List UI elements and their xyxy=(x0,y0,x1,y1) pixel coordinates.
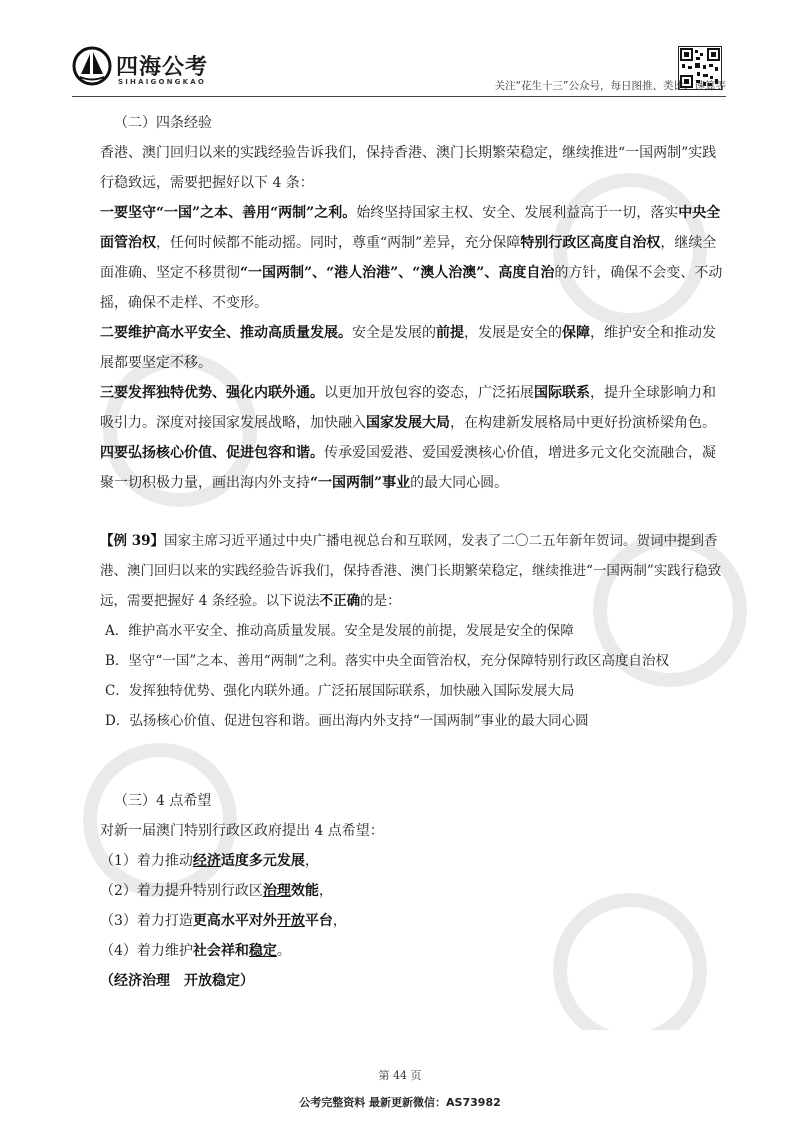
section-title-four-experiences: （二）四条经验 xyxy=(114,115,212,131)
experience-1-bold-2: 特别行政区高度自治权 xyxy=(520,235,661,251)
experience-1-text-3: ，继续全面准确、坚定不移贯彻 xyxy=(100,235,717,281)
hope-item-4 xyxy=(100,936,725,966)
hope-4-pre: （4）着力维护 xyxy=(100,943,193,959)
header-divider xyxy=(72,96,726,97)
experience-4-lead: 四要弘扬核心价值、促进包容和谐。 xyxy=(100,445,324,461)
footer-wechat-note: 公考完整资料 最新更新微信：AS73982 xyxy=(299,1096,501,1109)
hope-4-post: 。 xyxy=(276,943,291,959)
experience-2-bold-1: 前提 xyxy=(436,325,464,341)
experience-1-bold-3: “一国两制”、“港人治港”、“澳人治澳”、高度自治 xyxy=(240,265,555,281)
experience-2-text: 安全是发展的 xyxy=(352,325,436,341)
experience-3-bold-2: 国家发展大局 xyxy=(366,415,450,431)
hope-2-post: ， xyxy=(318,883,333,899)
experience-4-text-2: 的最大同心圆。 xyxy=(410,475,509,491)
example-question xyxy=(100,526,725,616)
experience-2-lead: 二要维护高水平安全、推动高质量发展。 xyxy=(100,325,352,341)
header-promo-note: 关注“花生十三”公众号，每日图推、类比、速算等 xyxy=(494,80,726,92)
experience-2-text-3: ，维护安全和推动发展都要坚定不移。 xyxy=(100,325,716,371)
option-b: B．坚守“一国”之本、善用“两制”之利。落实中央全面管治权，充分保障特别行政区高度自治权 xyxy=(105,653,670,669)
example-question-bold: 不正确 xyxy=(319,593,361,609)
experience-3-text-3: ，在构建新发展格局中更好扮演桥梁角色。 xyxy=(450,415,716,431)
hope-1-pre: （1）着力推动 xyxy=(100,853,193,869)
experience-paragraph-4 xyxy=(100,438,725,498)
experience-3-text: 以更加开放包容的姿态，广泛拓展 xyxy=(324,385,534,401)
option-a: A．维护高水平安全、推动高质量发展。安全是发展的前提，发展是安全的保障 xyxy=(105,623,574,639)
hopes-summary: （经济治理 开放稳定） xyxy=(100,973,254,989)
section-intro-paragraph xyxy=(100,138,725,198)
experience-1-lead: 一要坚守“一国”之本、善用“两制”之利。 xyxy=(100,205,357,221)
example-question-text: 国家主席习近平通过中央广播电视总台和互联网，发表了二〇二五年新年贺词。贺词中提到香港、澳门回归以来的实践经验告诉我们，保持香港、澳门长期繁荣稳定，继续推进“一国两制”实践行稳致远，需要把握好 4 条经验。以下说法 xyxy=(100,533,722,609)
experience-4-bold-1: “一国两制”事业 xyxy=(310,475,411,491)
hope-3-underlined: 开放 xyxy=(276,913,305,929)
hope-3-post: ， xyxy=(332,913,347,929)
experience-paragraph-2 xyxy=(100,318,725,378)
document-body xyxy=(100,108,725,996)
hope-item-3 xyxy=(100,906,725,936)
page-header xyxy=(0,0,800,100)
section-title-four-hopes: （三）4 点希望 xyxy=(114,793,212,809)
experience-1-text-4: 的方针，确保不会变、不动摇，确保不走样、不变形。 xyxy=(100,265,723,311)
hopes-intro: 对新一届澳门特别行政区政府提出 4 点希望： xyxy=(100,823,384,839)
hope-item-2 xyxy=(100,876,725,906)
experience-1-text: 始终坚持国家主权、安全、发展利益高于一切，落实 xyxy=(356,205,679,221)
hope-3-bold-pre: 更高水平对外 xyxy=(192,913,277,929)
experience-2-bold-2: 保障 xyxy=(562,325,590,341)
experience-1-text-2: ，任何时候都不能动摇。同时，尊重“两制”差异，充分保障 xyxy=(156,235,521,251)
experience-2-text-2: ，发展是安全的 xyxy=(464,325,562,341)
example-39 xyxy=(100,526,725,736)
option-c: C．发挥独特优势、强化内联外通。广泛拓展国际联系，加快融入国际发展大局 xyxy=(105,683,575,699)
page-number: 第 44 页 xyxy=(378,1069,422,1082)
experience-4-text: 传承爱国爱港、爱国爱澳核心价值，增进多元文化交流融合，凝聚一切积极力量，画出海内外支持 xyxy=(100,445,716,491)
hope-2-pre: （2）着力提升特别行政区 xyxy=(100,883,263,899)
intro-text: 香港、澳门回归以来的实践经验告诉我们，保持香港、澳门长期繁荣稳定，继续推进“一国两制”实践行稳致远，需要把握好以下 4 条： xyxy=(100,145,717,191)
option-d: D．弘扬核心价值、促进包容和谐。画出海内外支持“一国两制”事业的最大同心圆 xyxy=(105,713,589,729)
hope-4-underlined: 稳定 xyxy=(248,943,277,959)
hope-item-1 xyxy=(100,846,725,876)
experience-paragraph-3 xyxy=(100,378,725,438)
brand-logo xyxy=(72,46,222,94)
experience-3-bold-1: 国际联系 xyxy=(534,385,590,401)
hope-3-bold: 平台 xyxy=(304,913,333,929)
experience-3-lead: 三要发挥独特优势、强化内联外通。 xyxy=(100,385,324,401)
brand-name: 四海公考 xyxy=(116,55,209,80)
brand-pinyin: SIHAIGONGKAO xyxy=(118,78,207,86)
experience-1-bold-1: 中央全面管治权 xyxy=(100,205,721,251)
example-tag: 【例 39】 xyxy=(100,533,164,549)
hope-4-bold-pre: 社会祥和 xyxy=(192,943,249,959)
experience-paragraph-1 xyxy=(100,198,725,318)
spacer xyxy=(100,498,725,526)
spacer xyxy=(100,736,725,786)
hope-1-post: ， xyxy=(304,853,319,869)
sailboat-logo-icon xyxy=(72,46,112,86)
hope-1-bold: 适度多元发展 xyxy=(220,853,305,869)
hope-2-bold: 效能 xyxy=(290,883,319,899)
hope-1-underlined: 经济 xyxy=(192,853,221,869)
hope-2-underlined: 治理 xyxy=(262,883,291,899)
example-question-end: 的是： xyxy=(360,593,401,609)
hope-3-pre: （3）着力打造 xyxy=(100,913,193,929)
experience-3-text-2: ，提升全球影响力和吸引力。深度对接国家发展战略，加快融入 xyxy=(100,385,716,431)
